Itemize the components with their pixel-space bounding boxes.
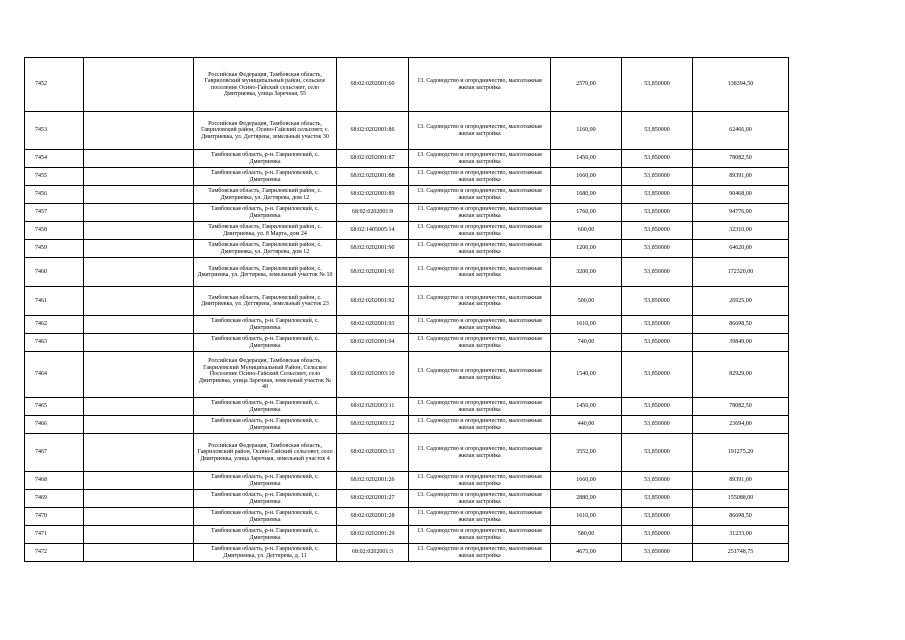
cadastral-number-cell: 68:02:0202003:12: [337, 416, 409, 434]
address-cell: Российская Федерация, Тамбовская область, Гавриловский муниципальный район, сельское поселение Осино-Гайский сельсовет, село Дмитриевка, улица Заречная, 55: [194, 58, 337, 112]
rate-cell: 53,850000: [622, 168, 693, 186]
table-row: [25, 204, 789, 222]
table-row: [25, 472, 789, 490]
area-cell: 2570,00: [551, 58, 622, 112]
table-row: [25, 186, 789, 204]
cadastral-value-cell: 90468,00: [693, 186, 789, 204]
blank-cell: [84, 416, 194, 434]
address-cell: Тамбовская область, Гавриловский район, с. Дмитриевка, ул. Дегтярева, земельный участок № 10: [194, 258, 337, 287]
cadastral-number-cell: 68:02:0202001:89: [337, 186, 409, 204]
cadastral-value-cell: 32310,00: [693, 222, 789, 240]
area-cell: 1160,00: [551, 112, 622, 150]
row-number: 7462: [25, 316, 84, 334]
rate-cell: 53,850000: [622, 508, 693, 526]
blank-cell: [84, 544, 194, 562]
table-row: [25, 112, 789, 150]
cadastral-number-cell: 68:02:0202001:91: [337, 258, 409, 287]
table-row: [25, 526, 789, 544]
cadastral-number-cell: 68:02:0202001:93: [337, 316, 409, 334]
cadastral-value-cell: 78082,50: [693, 398, 789, 416]
table-row: [25, 434, 789, 472]
rate-cell: 53,850000: [622, 434, 693, 472]
area-cell: 500,00: [551, 287, 622, 316]
blank-cell: [84, 150, 194, 168]
table-row: [25, 416, 789, 434]
table-row: [25, 316, 789, 334]
table-row: [25, 150, 789, 168]
rate-cell: 53,850000: [622, 150, 693, 168]
table-row: [25, 334, 789, 352]
land-use-cell: 13. Садоводство и огородничество, малоэтажная жилая застройка: [409, 222, 551, 240]
cadastral-value-cell: 78082,50: [693, 150, 789, 168]
cadastral-number-cell: 68:02:0202001:26: [337, 472, 409, 490]
area-cell: 1760,00: [551, 204, 622, 222]
address-cell: Тамбовская область, р-н. Гавриловский, с. Дмитриевка: [194, 334, 337, 352]
land-use-cell: 13. Садоводство и огородничество, малоэтажная жилая застройка: [409, 58, 551, 112]
address-cell: Тамбовская область, р-н. Гавриловский, с. Дмитриевка: [194, 316, 337, 334]
row-number: 7471: [25, 526, 84, 544]
blank-cell: [84, 526, 194, 544]
land-use-cell: 13. Садоводство и огородничество, малоэтажная жилая застройка: [409, 112, 551, 150]
address-cell: Тамбовская область, р-н. Гавриловский, с. Дмитриевка: [194, 398, 337, 416]
cadastral-value-cell: 39849,00: [693, 334, 789, 352]
cadastral-value-cell: 64620,00: [693, 240, 789, 258]
land-use-cell: 13. Садоводство и огородничество, малоэтажная жилая застройка: [409, 258, 551, 287]
cadastral-number-cell: 68:02:0202001:29: [337, 526, 409, 544]
address-cell: Тамбовская область, Гавриловский район, с. Дмитриевка, ул. Дегтярева, дом 12: [194, 186, 337, 204]
cadastral-value-cell: 86698,50: [693, 508, 789, 526]
area-cell: 580,00: [551, 526, 622, 544]
cadastral-number-cell: 68:02:0202003:13: [337, 434, 409, 472]
cadastral-value-cell: 138394,50: [693, 58, 789, 112]
address-cell: Тамбовская область, Гавриловский район, с. Дмитриевка, ул. 8 Марта, дом 24: [194, 222, 337, 240]
table-row: [25, 240, 789, 258]
blank-cell: [84, 168, 194, 186]
cadastral-value-cell: 172320,00: [693, 258, 789, 287]
land-use-cell: 13. Садоводство и огородничество, малоэтажная жилая застройка: [409, 240, 551, 258]
address-cell: Российская Федерация, Тамбовская область, Гавриловский район, Осино-Гайский сельсовет, село Дмитриевка, улица Заречная, земельный участок 4: [194, 434, 337, 472]
area-cell: 1200,00: [551, 240, 622, 258]
land-use-cell: 13. Садоводство и огородничество, малоэтажная жилая застройка: [409, 544, 551, 562]
rate-cell: 53,850000: [622, 526, 693, 544]
row-number: 7469: [25, 490, 84, 508]
blank-cell: [84, 58, 194, 112]
land-use-cell: 13. Садоводство и огородничество, малоэтажная жилая застройка: [409, 398, 551, 416]
row-number: 7467: [25, 434, 84, 472]
area-cell: 740,00: [551, 334, 622, 352]
address-cell: Тамбовская область, р-н. Гавриловский, с. Дмитриевка: [194, 508, 337, 526]
row-number: 7452: [25, 58, 84, 112]
cadastral-number-cell: 68:02:0202001:28: [337, 508, 409, 526]
rate-cell: 53,850000: [622, 352, 693, 398]
blank-cell: [84, 398, 194, 416]
land-use-cell: 13. Садоводство и огородничество, малоэтажная жилая застройка: [409, 434, 551, 472]
row-number: 7468: [25, 472, 84, 490]
table-row: [25, 58, 789, 112]
cadastral-value-cell: 23694,00: [693, 416, 789, 434]
cadastral-number-cell: 68:02:0202003:11: [337, 398, 409, 416]
blank-cell: [84, 490, 194, 508]
area-cell: 1660,00: [551, 472, 622, 490]
table-row: [25, 287, 789, 316]
land-use-cell: 13. Садоводство и огородничество, малоэтажная жилая застройка: [409, 490, 551, 508]
land-use-cell: 13. Садоводство и огородничество, малоэтажная жилая застройка: [409, 287, 551, 316]
row-number: 7470: [25, 508, 84, 526]
land-use-cell: 13. Садоводство и огородничество, малоэтажная жилая застройка: [409, 334, 551, 352]
area-cell: 1450,00: [551, 150, 622, 168]
rate-cell: 53,850000: [622, 112, 693, 150]
row-number: 7458: [25, 222, 84, 240]
cadastral-number-cell: 68:02:0202001:60: [337, 58, 409, 112]
row-number: 7453: [25, 112, 84, 150]
cadastral-value-cell: 89391,00: [693, 472, 789, 490]
row-number: 7465: [25, 398, 84, 416]
cadastral-value-cell: 26925,00: [693, 287, 789, 316]
address-cell: Тамбовская область, р-н. Гавриловский, с. Дмитриевка, ул. Дегтярева, д. 11: [194, 544, 337, 562]
address-cell: Тамбовская область, р-н. Гавриловский, с. Дмитриевка: [194, 204, 337, 222]
rate-cell: 53,850000: [622, 544, 693, 562]
blank-cell: [84, 316, 194, 334]
blank-cell: [84, 472, 194, 490]
cadastral-value-cell: 62466,00: [693, 112, 789, 150]
rate-cell: 53,850000: [622, 490, 693, 508]
row-number: 7472: [25, 544, 84, 562]
address-cell: Тамбовская область, р-н. Гавриловский, с. Дмитриевка: [194, 526, 337, 544]
cadastral-value-cell: 251748,75: [693, 544, 789, 562]
table-row: [25, 352, 789, 398]
row-number: 7461: [25, 287, 84, 316]
rate-cell: 53,850000: [622, 416, 693, 434]
land-use-cell: 13. Садоводство и огородничество, малоэтажная жилая застройка: [409, 352, 551, 398]
table-row: [25, 490, 789, 508]
area-cell: 1660,00: [551, 168, 622, 186]
cadastral-number-cell: 68:02:0202001:92: [337, 287, 409, 316]
land-use-cell: 13. Садоводство и огородничество, малоэтажная жилая застройка: [409, 150, 551, 168]
rate-cell: 53,850000: [622, 398, 693, 416]
rate-cell: 53,850000: [622, 334, 693, 352]
address-cell: Тамбовская область, Гавриловский район, с. Дмитриевка, ул. Дегтярева, земельный участок 23: [194, 287, 337, 316]
row-number: 7466: [25, 416, 84, 434]
land-use-cell: 13. Садоводство и огородничество, малоэтажная жилая застройка: [409, 186, 551, 204]
cadastral-number-cell: 68:02:0202001:9: [337, 204, 409, 222]
area-cell: 3552,00: [551, 434, 622, 472]
address-cell: Тамбовская область, р-н. Гавриловский, с. Дмитриевка: [194, 168, 337, 186]
cadastral-value-cell: 86698,50: [693, 316, 789, 334]
table-row: [25, 508, 789, 526]
land-use-cell: 13. Садоводство и огородничество, малоэтажная жилая застройка: [409, 472, 551, 490]
area-cell: 600,00: [551, 222, 622, 240]
blank-cell: [84, 240, 194, 258]
address-cell: Тамбовская область, р-н. Гавриловский, с. Дмитриевка: [194, 150, 337, 168]
rate-cell: 53,850000: [622, 222, 693, 240]
blank-cell: [84, 112, 194, 150]
area-cell: 1610,00: [551, 316, 622, 334]
cadastral-number-cell: 68:02:0202001:87: [337, 150, 409, 168]
land-use-cell: 13. Садоводство и огородничество, малоэтажная жилая застройка: [409, 526, 551, 544]
row-number: 7454: [25, 150, 84, 168]
area-cell: 4675,00: [551, 544, 622, 562]
cadastral-number-cell: 68:02:0202001:94: [337, 334, 409, 352]
row-number: 7459: [25, 240, 84, 258]
area-cell: 1450,00: [551, 398, 622, 416]
rate-cell: 53,850000: [622, 287, 693, 316]
address-cell: Тамбовская область, Гавриловский район, с. Дмитриевка, ул. Дегтярева, дом 12: [194, 240, 337, 258]
land-use-cell: 13. Садоводство и огородничество, малоэтажная жилая застройка: [409, 168, 551, 186]
area-cell: 2880,00: [551, 490, 622, 508]
area-cell: 1540,00: [551, 352, 622, 398]
rate-cell: 53,850000: [622, 240, 693, 258]
area-cell: 1610,00: [551, 508, 622, 526]
row-number: 7455: [25, 168, 84, 186]
blank-cell: [84, 258, 194, 287]
rate-cell: 53,850000: [622, 472, 693, 490]
cadastral-number-cell: 68:02:0202001:27: [337, 490, 409, 508]
cadastral-value-cell: 155088,00: [693, 490, 789, 508]
area-cell: 3200,00: [551, 258, 622, 287]
land-use-cell: 13. Садоводство и огородничество, малоэтажная жилая застройка: [409, 204, 551, 222]
table-row: [25, 544, 789, 562]
blank-cell: [84, 508, 194, 526]
address-cell: Тамбовская область, р-н. Гавриловский, с. Дмитриевка: [194, 490, 337, 508]
address-cell: Российская Федерация, Тамбовская область, Гавриловский Муниципальный Район, Сельское Поселение Осино-Гайский Сельсовет, село Дмитриевка, улица Заречная, земельный участок № 40: [194, 352, 337, 398]
table-row: [25, 258, 789, 287]
cadastral-value-cell: 89391,00: [693, 168, 789, 186]
cadastral-number-cell: 68:02:0202001:86: [337, 112, 409, 150]
address-cell: Тамбовская область, р-н. Гавриловский, с. Дмитриевка: [194, 472, 337, 490]
address-cell: Российская Федерация, Тамбовская область, Гавриловский район, Осино-Гайский сельсовет, с. Дмитриевка, ул. Дегтярева, земельный участок 30: [194, 112, 337, 150]
blank-cell: [84, 204, 194, 222]
cadastral-value-cell: 191275,20: [693, 434, 789, 472]
address-cell: Тамбовская область, р-н. Гавриловский, с. Дмитриевка: [194, 416, 337, 434]
row-number: 7457: [25, 204, 84, 222]
row-number: 7463: [25, 334, 84, 352]
cadastral-number-cell: 68:02:1405005:14: [337, 222, 409, 240]
area-cell: 1680,00: [551, 186, 622, 204]
land-use-cell: 13. Садоводство и огородничество, малоэтажная жилая застройка: [409, 416, 551, 434]
cadastral-value-cell: 94776,00: [693, 204, 789, 222]
blank-cell: [84, 434, 194, 472]
cadastral-number-cell: 68:02:0202001:3: [337, 544, 409, 562]
land-use-cell: 13. Садоводство и огородничество, малоэтажная жилая застройка: [409, 508, 551, 526]
cadastral-number-cell: 68:02:0202001:88: [337, 168, 409, 186]
row-number: 7456: [25, 186, 84, 204]
rate-cell: 53,850000: [622, 58, 693, 112]
cadastral-value-cell: 31233,00: [693, 526, 789, 544]
blank-cell: [84, 352, 194, 398]
cadastral-number-cell: 68:02:0202003:10: [337, 352, 409, 398]
cadastral-value-cell: 82929,00: [693, 352, 789, 398]
table-row: [25, 398, 789, 416]
blank-cell: [84, 287, 194, 316]
land-use-cell: 13. Садоводство и огородничество, малоэтажная жилая застройка: [409, 316, 551, 334]
row-number: 7460: [25, 258, 84, 287]
rate-cell: 53,850000: [622, 316, 693, 334]
table-row: [25, 222, 789, 240]
blank-cell: [84, 334, 194, 352]
blank-cell: [84, 222, 194, 240]
area-cell: 440,00: [551, 416, 622, 434]
land-cadastre-table: [24, 57, 789, 562]
rate-cell: 53,850000: [622, 258, 693, 287]
blank-cell: [84, 186, 194, 204]
table-row: [25, 168, 789, 186]
rate-cell: 53,850000: [622, 204, 693, 222]
cadastral-number-cell: 68:02:0202001:90: [337, 240, 409, 258]
rate-cell: 53,850000: [622, 186, 693, 204]
row-number: 7464: [25, 352, 84, 398]
